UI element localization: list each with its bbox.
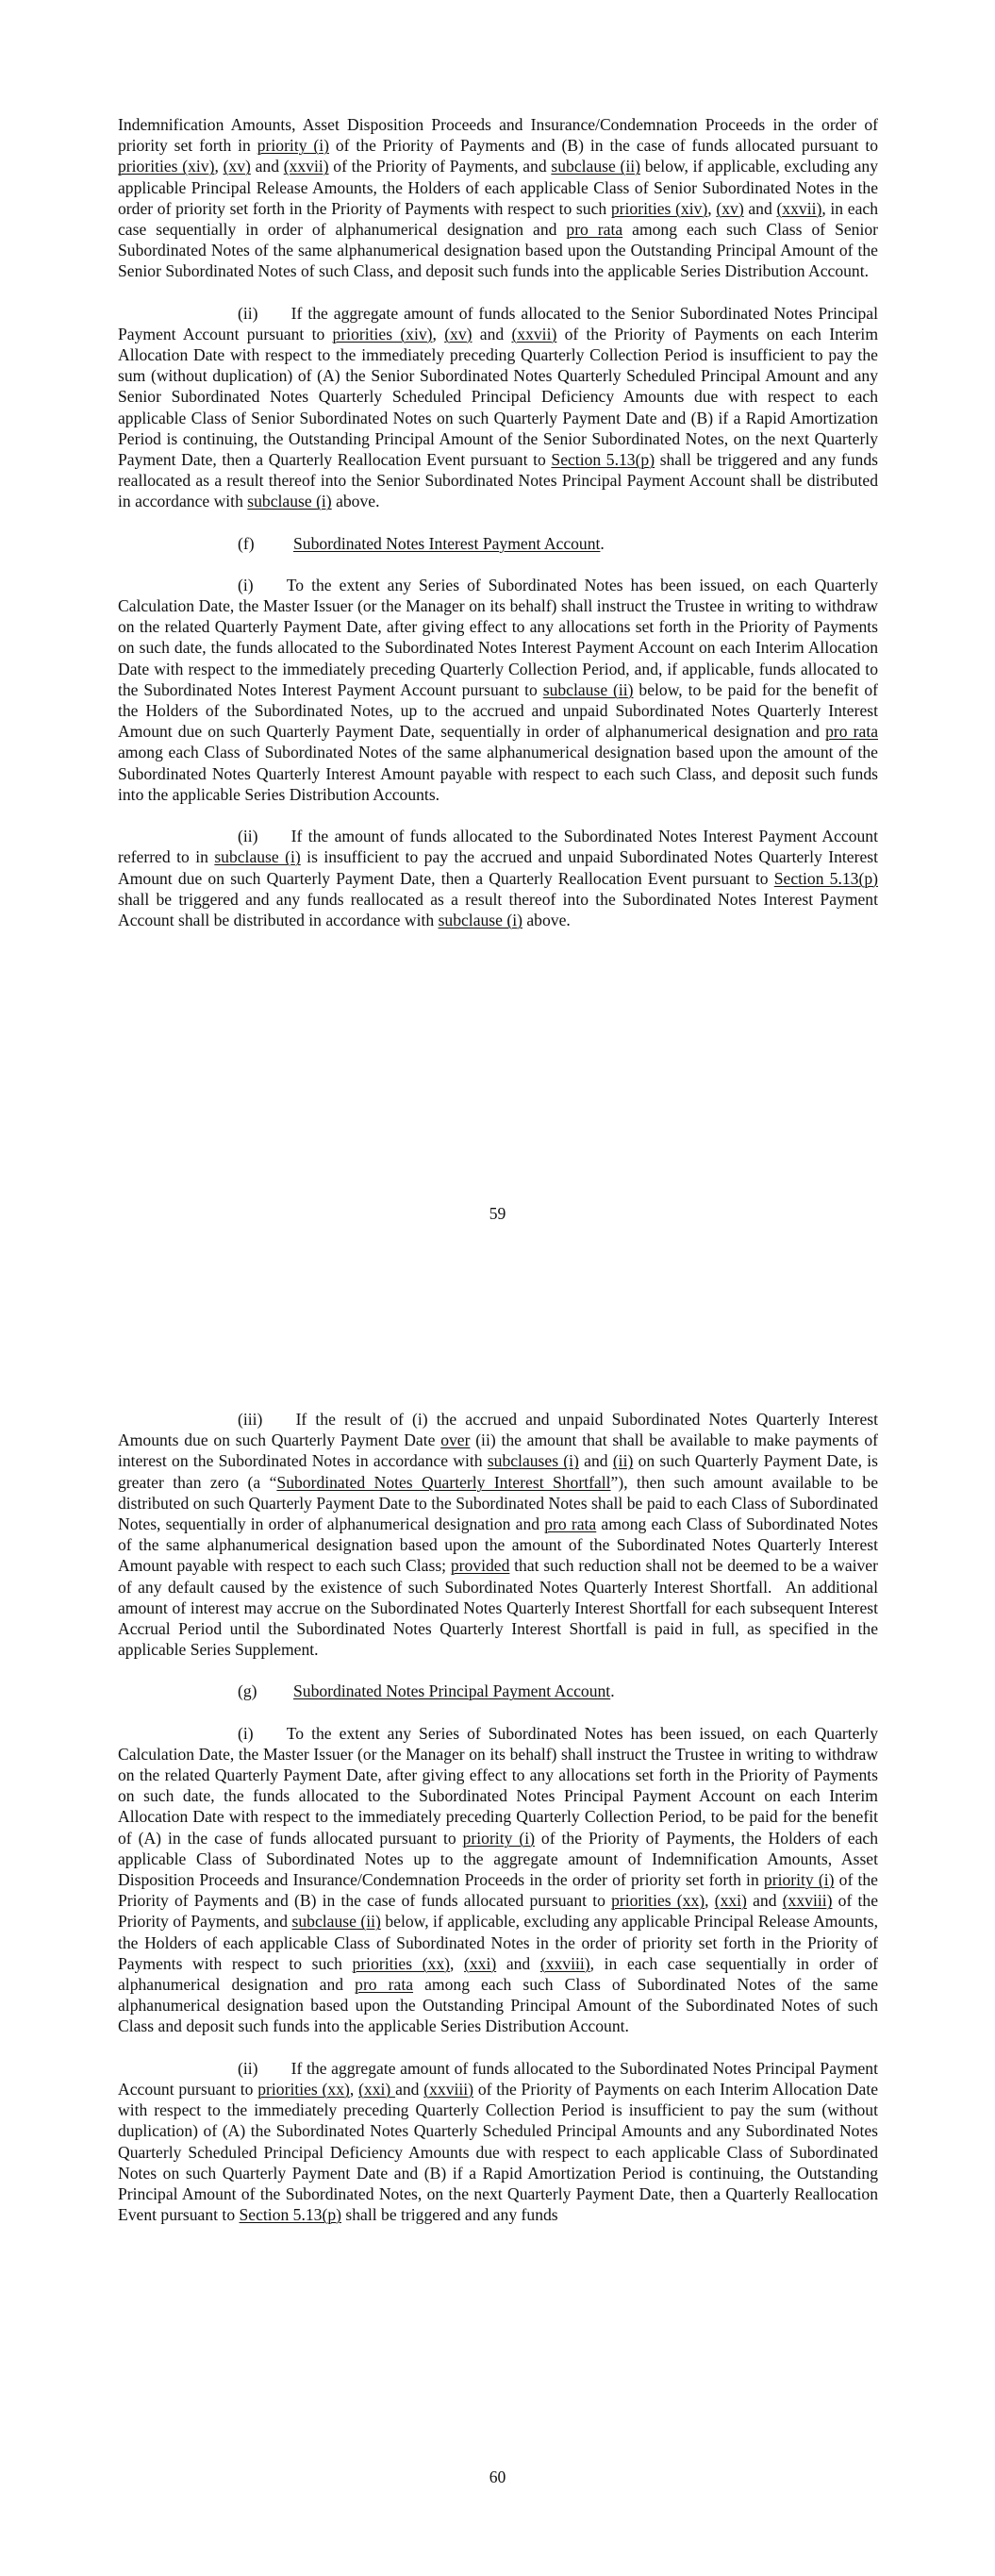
cross-reference: priorities (xiv) <box>118 157 215 176</box>
cross-reference: subclauses (i) <box>487 1451 579 1471</box>
cross-reference: priorities (xiv) <box>610 198 708 218</box>
cross-reference: pro rata <box>825 722 879 742</box>
page-number: 60 <box>489 2467 506 2486</box>
paragraph-f-iii: (iii) If the result of (i) the accrued and unpaid Subordinated Notes Quarterly Interest Amounts due on such Quarterly Payment Date over (ii) the amount that shall be available to make payments of interest on the Subordinated Notes in accordance with subclauses (i) and (ii) on such Quarterly Payment Date, is greater than zero (a “Subordinated Notes Quarterly Interest Shortfall”), then such amount available to be distributed on such Quarterly Payment Date to the Subordinated Notes shall be paid to each Class of Subordinated Notes, sequentially in order of alphanumerical designation and pro rata among each Class of Subordinated Notes of the same alphanumerical designation based upon the amount of the Subordinated Notes Quarterly Interest Amount payable with respect to each such Class; provided that such reduction shall not be deemed to be a waiver of any default caused by the existence of such Subordinated Notes Quarterly Interest Shortfall. An additional amount of interest may accrue on the Subordinated Notes Quarterly Interest Shortfall for each subsequent Interest Accrual Period until the Subordinated Notes Quarterly Interest Shortfall is paid in full, as specified in the applicable Series Supplement. <box>118 1410 879 1660</box>
cross-reference: over <box>440 1430 471 1450</box>
page-number: 59 <box>489 1204 506 1223</box>
paragraph-f-ii: (ii) If the amount of funds allocated to the Subordinated Notes Interest Payment Account referred to in subclause (i) is insufficient to pay the accrued and unpaid Subordinated Notes Quarterly Interest Amount due on such Quarterly Payment Date, then a Quarterly Reallocation Event pursuant to Section 5.13(p) shall be triggered and any funds reallocated as a result thereof into the Subordinated Notes Interest Payment Account shall be distributed in accordance with subclause (i) above. <box>118 827 878 929</box>
heading-suffix: . <box>610 1681 615 1701</box>
cross-reference: priorities (xx) <box>257 2079 350 2099</box>
paragraph-e-i-continued: Indemnification Amounts, Asset Disposition Proceeds and Insurance/Condemnation Proceeds in the order of priority set forth in priority (i) of the Priority of Payments and (B) in the case of funds allocated pursuant to priorities (xiv), (xv) and (xxvii) of the Priority of Payments, and subclause (ii) below, if applicable, excluding any applicable Principal Release Amounts, the Holders of each applicable Class of Senior Subordinated Notes in the order of priority set forth in the Priority of Payments with respect to such priorities (xiv), (xv) and (xxvii), in each case sequentially in order of alphanumerical designation and pro rata among each such Class of Senior Subordinated Notes of the same alphanumerical designation based upon the Outstanding Principal Amount of the Senior Subordinated Notes of such Class, and deposit such funds into the applicable Series Distribution Account. <box>118 115 879 281</box>
cross-reference: priority (i) <box>763 1870 835 1890</box>
paragraph-g-ii: (ii) If the aggregate amount of funds allocated to the Subordinated Notes Principal Payment Account pursuant to priorities (xx), (xxi) and (xxviii) of the Priority of Payments on each Interim Allocation Date with respect to the immediately preceding Quarterly Collection Period is insufficient to pay the sum (without duplication) of (A) the Subordinated Notes Quarterly Scheduled Principal Amounts and any Subordinated Notes Quarterly Scheduled Principal Deficiency Amounts due with respect to each applicable Class of Subordinated Notes on such Quarterly Payment Date and (B) if a Rapid Amortization Period is continuing, the Outstanding Principal Amount of the Subordinated Notes, on the next Quarterly Payment Date, then a Quarterly Reallocation Event pursuant to Section 5.13(p) shall be triggered and any funds <box>118 2058 879 2225</box>
cross-reference: Subordinated Notes Quarterly Interest Shortfall <box>276 1472 611 1492</box>
cross-reference: pro rata <box>355 1975 414 1995</box>
cross-reference: subclause (ii) <box>551 157 640 176</box>
heading-number: (g) <box>238 1681 257 1701</box>
cross-reference: subclause (ii) <box>542 679 634 699</box>
cross-reference: priorities (xx) <box>352 1953 450 1973</box>
heading-suffix: . <box>600 533 605 553</box>
cross-reference: (xxvii) <box>283 157 329 176</box>
cross-reference: Section 5.13(p) <box>773 868 878 888</box>
cross-reference: (ii) <box>612 1451 634 1471</box>
page-60-body <box>118 1409 878 2246</box>
page-60 <box>0 1288 995 2576</box>
cross-reference: priority (i) <box>257 136 329 156</box>
cross-reference: (xxvii) <box>776 198 822 218</box>
cross-reference: Section 5.13(p) <box>239 2205 341 2225</box>
cross-reference: subclause (ii) <box>291 1912 381 1932</box>
page-59-body <box>118 114 878 951</box>
section-heading-g <box>238 1681 878 1701</box>
cross-reference: priorities (xiv) <box>332 324 433 343</box>
cross-reference: priority (i) <box>462 1828 535 1848</box>
section-heading-f <box>238 533 878 554</box>
cross-reference: pro rata <box>544 1514 597 1534</box>
cross-reference: provided <box>450 1556 510 1576</box>
cross-reference: Section 5.13(p) <box>551 450 655 470</box>
cross-reference: pro rata <box>566 220 623 240</box>
cross-reference: subclause (i) <box>438 910 522 929</box>
cross-reference: subclause (i) <box>214 847 301 867</box>
cross-reference: (xv) <box>223 157 251 176</box>
paragraph-g-i: (i) To the extent any Series of Subordinated Notes has been issued, on each Quarterly Calculation Date, the Master Issuer (or the Manager on its behalf) shall instruct the Trustee in writing to withdraw on the related Quarterly Payment Date, after giving effect to any allocations set forth in the Priority of Payments on such date, the funds allocated to the Subordinated Notes Principal Payment Account on each Interim Allocation Date with respect to the immediately preceding Quarterly Collection Period, to be paid for the benefit of (A) in the case of funds allocated pursuant to priority (i) of the Priority of Payments, the Holders of each applicable Class of Subordinated Notes up to the aggregate amount of Indemnification Amounts, Asset Disposition Proceeds and Insurance/Condemnation Proceeds in the order of priority set forth in priority (i) of the Priority of Payments and (B) in the case of funds allocated pursuant to priorities (xx), (xxi) and (xxviii) of the Priority of Payments, and subclause (ii) below, if applicable, excluding any applicable Principal Release Amounts, the Holders of each applicable Class of Subordinated Notes in the order of priority set forth in the Priority of Payments with respect to such priorities (xx), (xxi) and (xxviii), in each case sequentially in order of alphanumerical designation and pro rata among each such Class of Subordinated Notes of the same alphanumerical designation based upon the Outstanding Principal Amount of the Subordinated Notes of such Class and deposit such funds into the applicable Series Distribution Account. <box>118 1723 879 2036</box>
cross-reference: priorities (xx) <box>611 1891 705 1911</box>
cross-reference: (xxvii) <box>511 324 557 343</box>
paragraph-e-ii: (ii) If the aggregate amount of funds allocated to the Senior Subordinated Notes Principal Payment Account pursuant to priorities (xiv), (xv) and (xxvii) of the Priority of Payments on each Interim Allocation Date with respect to the immediately preceding Quarterly Collection Period is insufficient to pay the sum (without duplication) of (A) the Senior Subordinated Notes Quarterly Scheduled Principal Amount and any Senior Subordinated Notes Quarterly Scheduled Principal Deficiency Amounts due with respect to each applicable Class of Senior Subordinated Notes on such Quarterly Payment Date and (B) if a Rapid Amortization Period is continuing, the Outstanding Principal Amount of the Senior Subordinated Notes, on the next Quarterly Payment Date, then a Quarterly Reallocation Event pursuant to Section 5.13(p) shall be triggered and any funds reallocated as a result thereof into the Senior Subordinated Notes Principal Payment Account shall be distributed in accordance with subclause (i) above. <box>118 303 879 511</box>
cross-reference: (xxviii) <box>539 1953 590 1973</box>
cross-reference: (xxviii) <box>782 1891 833 1911</box>
cross-reference: (xv) <box>444 324 473 343</box>
heading-title: Subordinated Notes Principal Payment Account <box>293 1681 611 1701</box>
heading-title: Subordinated Notes Interest Payment Account <box>293 533 601 553</box>
cross-reference: (xxi) <box>358 2079 396 2099</box>
cross-reference: (xv) <box>716 198 744 218</box>
heading-number: (f) <box>238 533 255 553</box>
cross-reference: (xxi) <box>464 1953 497 1973</box>
cross-reference: (xxviii) <box>423 2079 474 2099</box>
cross-reference: (xxi) <box>714 1891 747 1911</box>
cross-reference: subclause (i) <box>247 492 332 511</box>
paragraph-f-i: (i) To the extent any Series of Subordinated Notes has been issued, on each Quarterly Calculation Date, the Master Issuer (or the Manager on its behalf) shall instruct the Trustee in writing to withdraw on the related Quarterly Payment Date, after giving effect to any allocations set forth in the Priority of Payments on such date, the funds allocated to the Subordinated Notes Interest Payment Account on each Interim Allocation Date with respect to the immediately preceding Quarterly Collection Period, and, if applicable, funds allocated to the Subordinated Notes Interest Payment Account pursuant to subclause (ii) below, to be paid for the benefit of the Holders of the Subordinated Notes, up to the accrued and unpaid Subordinated Notes Quarterly Interest Amount due on such Quarterly Payment Date, sequentially in order of alphanumerical designation and pro rata among each Class of Subordinated Notes of the same alphanumerical designation based upon the amount of the Subordinated Notes Quarterly Interest Amount payable with respect to each such Class, and deposit such funds into the applicable Series Distribution Accounts. <box>118 575 879 804</box>
